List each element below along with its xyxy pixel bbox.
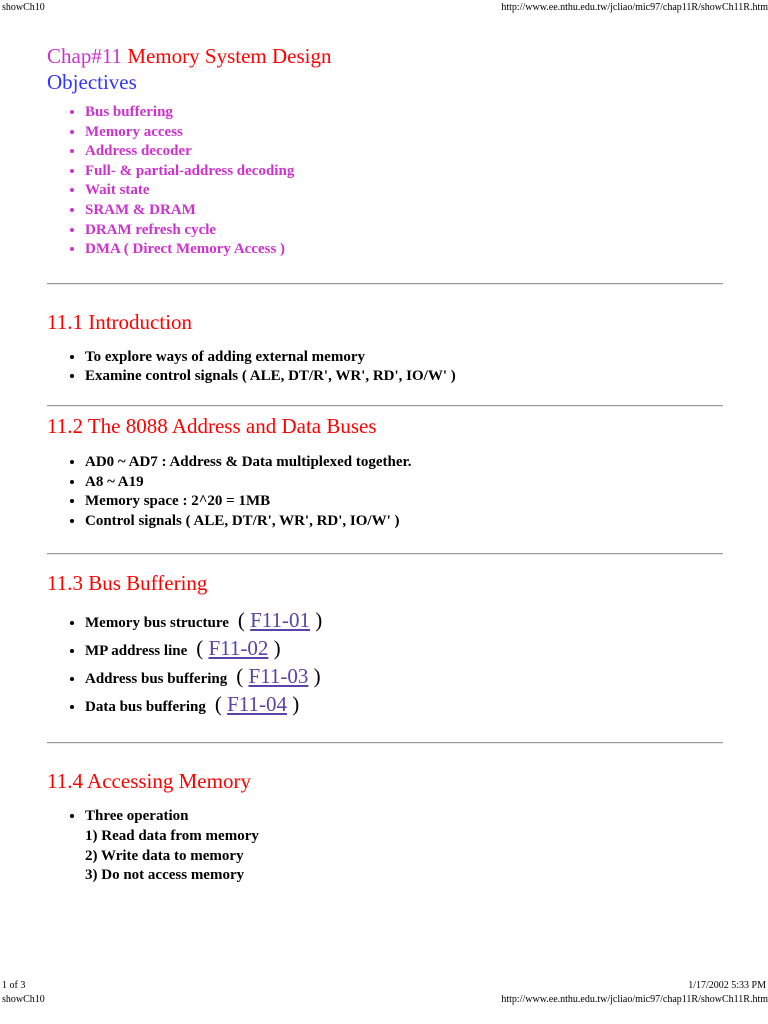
list-item: • A8 ~ A19 <box>85 473 723 493</box>
list-item: • DMA ( Direct Memory Access ) <box>85 240 723 260</box>
list-item: • Bus buffering <box>85 103 723 123</box>
print-header-url: http://www.ee.nthu.edu.tw/jcliao/mic97/chap11R/showCh11R.htm <box>501 2 768 13</box>
item-text: Three operation <box>85 808 189 825</box>
list-item: • DRAM refresh cycle <box>85 221 723 241</box>
list-item: • To explore ways of adding external memory <box>85 348 723 368</box>
item-text: MP address line <box>85 643 188 660</box>
list-item: • AD0 ~ AD7 : Address & Data multiplexed together. <box>85 453 723 473</box>
section-divider <box>47 283 723 285</box>
list-item <box>85 608 723 636</box>
item-text: Memory bus structure <box>85 615 229 632</box>
print-footer-title: showCh10 <box>2 994 45 1005</box>
list-item <box>85 692 723 720</box>
accessing-memory-list <box>47 807 723 885</box>
list-item <box>85 636 723 664</box>
section-title-bus-buffering: 11.3 Bus Buffering <box>47 571 208 596</box>
item-text: Data bus buffering <box>85 699 206 716</box>
list-item: • Memory space : 2^20 = 1MB <box>85 492 723 512</box>
list-item: • Control signals ( ALE, DT/R', WR', RD', IO/W' ) <box>85 512 723 532</box>
print-footer-page: 1 of 3 <box>2 980 26 991</box>
section-divider <box>47 553 723 555</box>
figure-ref: ( F11-03 ) <box>231 664 321 689</box>
bus-buffering-list <box>47 608 723 720</box>
document-body <box>47 43 723 886</box>
print-footer-url: http://www.ee.nthu.edu.tw/jcliao/mic97/chap11R/showCh11R.htm <box>501 994 768 1005</box>
objectives-heading: Objectives <box>47 70 137 94</box>
item-text: Address bus buffering <box>85 671 228 688</box>
address-data-buses-list <box>47 453 723 531</box>
introduction-list <box>47 348 723 387</box>
list-item: • Memory access <box>85 123 723 143</box>
section-divider <box>47 405 723 407</box>
document-title <box>47 43 723 69</box>
list-item: • Examine control signals ( ALE, DT/R', WR', RD', IO/W' ) <box>85 367 723 387</box>
objectives-list <box>47 103 723 260</box>
list-item <box>85 807 723 885</box>
list-item: • Address decoder <box>85 142 723 162</box>
section-title-introduction: 11.1 Introduction <box>47 309 193 334</box>
section-title-accessing-memory: 11.4 Accessing Memory <box>47 769 251 794</box>
list-item: • Full- & partial-address decoding <box>85 162 723 182</box>
figure-link-f11-01[interactable]: F11-01 <box>250 608 311 633</box>
section-title-address-data-buses: 11.2 The 8088 Address and Data Buses <box>47 413 377 438</box>
figure-ref: ( F11-02 ) <box>190 636 281 661</box>
figure-ref: ( F11-01 ) <box>232 608 323 633</box>
figure-link-f11-02[interactable]: F11-02 <box>208 636 269 661</box>
sub-item: 3) Do not access memory <box>85 867 245 884</box>
print-header-title: showCh10 <box>2 2 45 13</box>
figure-link-f11-03[interactable]: F11-03 <box>248 664 309 689</box>
sub-item: 2) Write data to memory <box>85 847 244 864</box>
list-item: • Wait state <box>85 181 723 201</box>
section-divider <box>47 742 723 744</box>
chapter-title: Memory System Design <box>127 44 332 68</box>
print-footer-timestamp: 1/17/2002 5:33 PM <box>688 980 766 991</box>
list-item: • SRAM & DRAM <box>85 201 723 221</box>
list-item <box>85 664 723 692</box>
figure-ref: ( F11-04 ) <box>209 692 300 717</box>
chapter-label: Chap#11 <box>47 44 123 68</box>
sub-item: 1) Read data from memory <box>85 827 259 844</box>
figure-link-f11-04[interactable]: F11-04 <box>227 692 288 717</box>
